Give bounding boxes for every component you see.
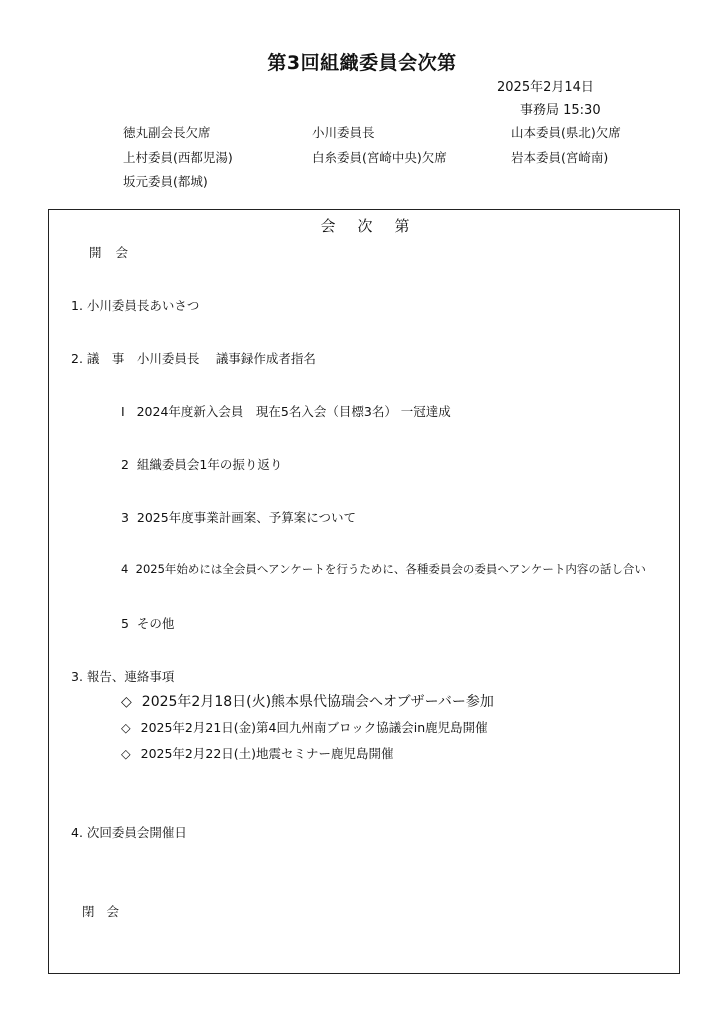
report-item	[121, 691, 494, 711]
sub-item-text: 組織委員会1年の振り返り	[136, 457, 283, 472]
attendee: 白糸委員(宮崎中央)欠席	[312, 150, 447, 165]
sub-item-number: 2	[121, 457, 129, 472]
sub-item-text: その他	[136, 616, 175, 631]
meeting-date: 2025年2月14日	[497, 80, 594, 95]
attendee: 坂元委員(都城)	[123, 174, 208, 189]
closing-label: 閉会	[82, 904, 132, 919]
page-title: 第3回組織委員会次第	[267, 52, 457, 74]
opening-label: 開会	[89, 245, 143, 260]
sub-item-number: 3	[121, 510, 129, 525]
sub-item	[121, 455, 282, 473]
diamond-bullet-icon: ◇	[121, 694, 132, 710]
attendee: 徳丸副会長欠席	[123, 125, 211, 140]
agenda-item-1: 1. 小川委員長あいさつ	[71, 298, 200, 313]
attendee: 小川委員長	[312, 125, 375, 140]
agenda-item-2: 2. 議 事 小川委員長 議事録作成者指名	[71, 351, 316, 366]
agenda-box	[48, 209, 680, 974]
sub-item	[121, 402, 451, 420]
diamond-bullet-icon: ◇	[121, 720, 131, 735]
sub-item-number: 4	[121, 562, 129, 576]
sub-item-number: I	[121, 404, 125, 419]
agenda-heading: 会次第	[320, 217, 432, 235]
report-text: 2025年2月21日(金)第4回九州南ブロック協議会in鹿児島開催	[140, 720, 488, 735]
sub-item-text: 2024年度新入会員 現在5名入会（目標3名） 一冠達成	[136, 404, 451, 419]
agenda-item-3: 3. 報告、連絡事項	[71, 669, 175, 684]
report-text: 2025年2月18日(火)熊本県代協瑞会へオブザーバー参加	[141, 694, 494, 710]
sub-item	[121, 508, 356, 526]
sub-item	[121, 614, 174, 632]
attendee: 岩本委員(宮崎南)	[511, 150, 609, 165]
report-item	[121, 718, 488, 736]
sub-item-text: 2025年度事業計画案、予算案について	[136, 510, 356, 525]
agenda-item-4: 4. 次回委員会開催日	[71, 825, 187, 840]
report-text: 2025年2月22日(土)地震セミナー鹿児島開催	[140, 746, 394, 761]
diamond-bullet-icon: ◇	[121, 746, 131, 761]
meeting-venue-time: 事務局 15:30	[520, 103, 601, 118]
sub-item-number: 5	[121, 616, 129, 631]
sub-item-text: 2025年始めには全会員へアンケートを行うために、各種委員会の委員へアンケート内容の話し合い	[135, 562, 646, 576]
attendee: 山本委員(県北)欠席	[511, 125, 621, 140]
report-item	[121, 744, 394, 762]
attendee: 上村委員(西都児湯)	[123, 150, 233, 165]
sub-item	[121, 561, 646, 577]
